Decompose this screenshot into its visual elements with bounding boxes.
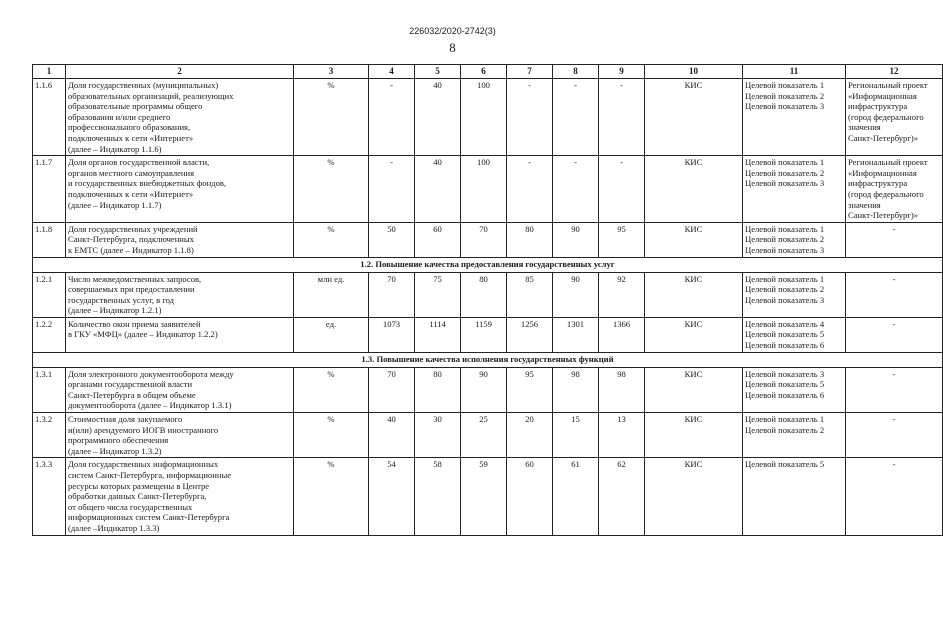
indicator-value: 80 xyxy=(415,367,461,412)
indicator-value: 95 xyxy=(507,367,553,412)
regional-project xyxy=(846,413,943,458)
indicator-value: 15 xyxy=(553,413,599,458)
indicator-value: 85 xyxy=(507,272,553,317)
cell-line: подключенных к сети «Интернет» xyxy=(68,188,194,199)
indicator-value: - xyxy=(599,156,645,223)
cell-line: Целевой показатель 6 xyxy=(745,389,825,400)
target-indicators xyxy=(743,156,846,223)
cell-line: Региональный проект xyxy=(848,157,928,168)
indicator-value: 70 xyxy=(461,222,507,257)
cell-line: (город федерального xyxy=(848,111,924,122)
document-code: 226032/2020-2742(3) xyxy=(409,26,496,36)
cell-line: - xyxy=(892,459,896,470)
cell-line: «Информационная xyxy=(848,90,917,101)
col-header: 1 xyxy=(33,65,66,79)
cell-line: - xyxy=(892,318,896,329)
indicator-value: 75 xyxy=(415,272,461,317)
col-header: 6 xyxy=(461,65,507,79)
indicator-name xyxy=(66,222,294,257)
cell-line: Санкт-Петербург)» xyxy=(848,210,919,221)
regional-project xyxy=(846,317,943,352)
indicator-value: 80 xyxy=(461,272,507,317)
cell-line: инфраструктура xyxy=(848,101,908,112)
regional-project xyxy=(846,367,943,412)
cell-line: образования и/или среднего xyxy=(68,111,171,122)
indicator-value: 58 xyxy=(415,458,461,535)
cell-line: органами государственной власти xyxy=(68,379,193,390)
cell-line: Целевой показатель 2 xyxy=(745,234,825,245)
cell-line: органов местного самоуправления xyxy=(68,167,195,178)
indicator-unit: % xyxy=(294,413,369,458)
indicator-unit: % xyxy=(294,156,369,223)
cell-line: значения xyxy=(848,199,881,210)
target-indicators xyxy=(743,413,846,458)
cell-line: Доля государственных учреждений xyxy=(68,223,198,234)
target-indicators xyxy=(743,222,846,257)
cell-line: от общего числа государственных xyxy=(68,501,193,512)
indicator-id: 1.1.6 xyxy=(33,79,66,156)
cell-line: к ЕМТС (далее – Индикатор 1.1.8) xyxy=(68,244,194,255)
regional-project xyxy=(846,79,943,156)
indicator-unit: млн ед. xyxy=(294,272,369,317)
cell-line: Целевой показатель 5 xyxy=(745,379,825,390)
indicator-name xyxy=(66,79,294,156)
cell-line: Санкт-Петербурга в общем объеме xyxy=(68,389,196,400)
cell-line: образовательных организаций, реализующих xyxy=(68,90,234,101)
cell-line: Доля органов государственной власти, xyxy=(68,157,210,168)
indicator-source: КИС xyxy=(645,367,743,412)
table-row xyxy=(33,272,943,317)
indicator-value: 92 xyxy=(599,272,645,317)
cell-line: Целевой показатель 6 xyxy=(745,340,825,351)
cell-line: обработки данных Санкт-Петербурга, xyxy=(68,491,207,502)
cell-line: (далее – Индикатор 1.2.1) xyxy=(68,305,162,316)
cell-line: Целевой показатель 1 xyxy=(745,414,825,425)
col-header: 7 xyxy=(507,65,553,79)
cell-line: Целевой показатель 4 xyxy=(745,318,825,329)
table-row xyxy=(33,79,943,156)
target-indicators xyxy=(743,79,846,156)
indicator-source: КИС xyxy=(645,156,743,223)
indicator-value: 40 xyxy=(415,156,461,223)
indicator-source: КИС xyxy=(645,272,743,317)
indicator-value: 90 xyxy=(461,367,507,412)
indicator-id: 1.1.8 xyxy=(33,222,66,257)
indicator-unit: % xyxy=(294,367,369,412)
indicator-source: КИС xyxy=(645,79,743,156)
header-row xyxy=(33,65,943,79)
cell-line: профессионального образования, xyxy=(68,122,191,133)
cell-line: Доля государственных (муниципальных) xyxy=(68,80,219,90)
col-header: 5 xyxy=(415,65,461,79)
indicator-name xyxy=(66,317,294,352)
cell-line: Целевой показатель 3 xyxy=(745,178,825,189)
indicator-value: 70 xyxy=(369,272,415,317)
indicator-source: КИС xyxy=(645,413,743,458)
cell-line: Стоимостная доля закупаемого xyxy=(68,414,183,425)
page-number: 8 xyxy=(449,40,456,55)
indicator-id: 1.3.1 xyxy=(33,367,66,412)
target-indicators xyxy=(743,367,846,412)
indicator-value: - xyxy=(369,79,415,156)
cell-line: образовательные программы общего xyxy=(68,101,203,112)
indicator-value: 61 xyxy=(553,458,599,535)
section-title: 1.2. Повышение качества предоставления государственных услуг xyxy=(33,257,943,272)
cell-line: - xyxy=(892,223,896,234)
cell-line: Количество окон приема заявителей xyxy=(68,318,201,329)
cell-line: Целевой показатель 3 xyxy=(745,101,825,112)
indicator-id: 1.1.7 xyxy=(33,156,66,223)
cell-line: документооборота (далее – Индикатор 1.3.1) xyxy=(68,400,232,411)
indicator-value: 60 xyxy=(415,222,461,257)
indicator-value: 1114 xyxy=(415,317,461,352)
indicator-value: 20 xyxy=(507,413,553,458)
cell-line: Целевой показатель 2 xyxy=(745,424,825,435)
col-header: 9 xyxy=(599,65,645,79)
indicator-value: 90 xyxy=(553,222,599,257)
cell-line: Целевой показатель 1 xyxy=(745,80,825,90)
cell-line: Целевой показатель 3 xyxy=(745,294,825,305)
indicators-table xyxy=(32,64,943,536)
indicator-id: 1.2.2 xyxy=(33,317,66,352)
indicator-value: 80 xyxy=(507,222,553,257)
indicator-value: 1159 xyxy=(461,317,507,352)
indicator-name xyxy=(66,458,294,535)
regional-project xyxy=(846,222,943,257)
cell-line: Число межведомственных запросов, xyxy=(68,273,202,284)
section-row xyxy=(33,257,943,272)
cell-line: Санкт-Петербург)» xyxy=(848,132,919,143)
indicator-unit: % xyxy=(294,222,369,257)
cell-line: и государственных внебюджетных фондов, xyxy=(68,178,227,189)
indicator-value: - xyxy=(599,79,645,156)
cell-line: Целевой показатель 3 xyxy=(745,368,825,379)
target-indicators xyxy=(743,272,846,317)
target-indicators xyxy=(743,458,846,535)
indicator-id: 1.3.3 xyxy=(33,458,66,535)
indicator-value: 59 xyxy=(461,458,507,535)
indicator-value: 1301 xyxy=(553,317,599,352)
regional-project xyxy=(846,458,943,535)
indicator-value: 50 xyxy=(369,222,415,257)
cell-line: и(или) арендуемого ИОГВ иностранного xyxy=(68,424,219,435)
section-title: 1.3. Повышение качества исполнения государственных функций xyxy=(33,352,943,367)
indicator-name xyxy=(66,272,294,317)
table-row xyxy=(33,222,943,257)
cell-line: Целевой показатель 3 xyxy=(745,244,825,255)
cell-line: Доля государственных информационных xyxy=(68,459,219,470)
cell-line: совершаемых при предоставлении xyxy=(68,284,195,295)
indicator-value: 30 xyxy=(415,413,461,458)
indicator-value: 90 xyxy=(553,272,599,317)
col-header: 11 xyxy=(743,65,846,79)
cell-line: информационных систем Санкт-Петербурга xyxy=(68,512,230,523)
indicator-name xyxy=(66,156,294,223)
indicator-id: 1.2.1 xyxy=(33,272,66,317)
indicator-name xyxy=(66,413,294,458)
cell-line: Целевой показатель 2 xyxy=(745,284,825,295)
cell-line: значения xyxy=(848,122,881,133)
indicator-value: 60 xyxy=(507,458,553,535)
indicator-value: - xyxy=(507,79,553,156)
indicator-value: 100 xyxy=(461,79,507,156)
indicator-id: 1.3.2 xyxy=(33,413,66,458)
indicator-value: 62 xyxy=(599,458,645,535)
table-row xyxy=(33,156,943,223)
col-header: 12 xyxy=(846,65,943,79)
cell-line: - xyxy=(892,414,896,425)
indicator-value: - xyxy=(553,79,599,156)
cell-line: Доля электронного документооборота между xyxy=(68,368,234,379)
indicator-value: 98 xyxy=(553,367,599,412)
cell-line: Целевой показатель 1 xyxy=(745,273,825,284)
indicator-name xyxy=(66,367,294,412)
regional-project xyxy=(846,272,943,317)
cell-line: Целевой показатель 5 xyxy=(745,459,825,470)
indicator-value: 40 xyxy=(369,413,415,458)
table-row xyxy=(33,317,943,352)
regional-project xyxy=(846,156,943,223)
cell-line: (город федерального xyxy=(848,188,924,199)
cell-line: в ГКУ «МФЦ» (далее – Индикатор 1.2.2) xyxy=(68,329,218,340)
indicator-value: 1073 xyxy=(369,317,415,352)
col-header: 4 xyxy=(369,65,415,79)
cell-line: (далее – Индикатор 1.3.2) xyxy=(68,445,162,456)
indicator-unit: % xyxy=(294,458,369,535)
cell-line: Целевой показатель 1 xyxy=(745,223,825,234)
cell-line: Региональный проект xyxy=(848,80,928,90)
col-header: 10 xyxy=(645,65,743,79)
indicator-value: 54 xyxy=(369,458,415,535)
cell-line: Целевой показатель 5 xyxy=(745,329,825,340)
indicator-value: 1256 xyxy=(507,317,553,352)
section-row xyxy=(33,352,943,367)
indicator-value: 40 xyxy=(415,79,461,156)
cell-line: инфраструктура xyxy=(848,178,908,189)
cell-line: подключенных к сети «Интернет» xyxy=(68,132,194,143)
indicator-value: - xyxy=(507,156,553,223)
indicator-value: 100 xyxy=(461,156,507,223)
cell-line: (далее – Индикатор 1.1.6) xyxy=(68,143,162,154)
indicator-source: КИС xyxy=(645,458,743,535)
indicator-value: - xyxy=(553,156,599,223)
col-header: 2 xyxy=(66,65,294,79)
cell-line: Санкт-Петербурга, подключенных xyxy=(68,234,194,245)
indicator-value: - xyxy=(369,156,415,223)
indicator-unit: ед. xyxy=(294,317,369,352)
cell-line: Целевой показатель 2 xyxy=(745,167,825,178)
table-row xyxy=(33,458,943,535)
target-indicators xyxy=(743,317,846,352)
cell-line: - xyxy=(892,273,896,284)
cell-line: программного обеспечения xyxy=(68,435,169,446)
indicator-value: 95 xyxy=(599,222,645,257)
indicator-value: 13 xyxy=(599,413,645,458)
cell-line: «Информационная xyxy=(848,167,917,178)
table-row xyxy=(33,367,943,412)
cell-line: систем Санкт-Петербурга, информационные xyxy=(68,470,232,480)
table-row xyxy=(33,413,943,458)
indicator-value: 70 xyxy=(369,367,415,412)
cell-line: Целевой показатель 2 xyxy=(745,90,825,101)
indicator-source: КИС xyxy=(645,222,743,257)
cell-line: государственных услуг, в год xyxy=(68,294,175,305)
indicator-value: 1366 xyxy=(599,317,645,352)
cell-line: - xyxy=(892,368,896,379)
cell-line: ресурсы которых размещены в Центре xyxy=(68,480,210,491)
indicator-value: 98 xyxy=(599,367,645,412)
indicator-value: 25 xyxy=(461,413,507,458)
cell-line: (далее – Индикатор 1.1.7) xyxy=(68,199,162,210)
cell-line: (далее –Индикатор 1.3.3) xyxy=(68,522,160,533)
cell-line: Целевой показатель 1 xyxy=(745,157,825,168)
col-header: 8 xyxy=(553,65,599,79)
indicator-unit: % xyxy=(294,79,369,156)
col-header: 3 xyxy=(294,65,369,79)
indicator-source: КИС xyxy=(645,317,743,352)
